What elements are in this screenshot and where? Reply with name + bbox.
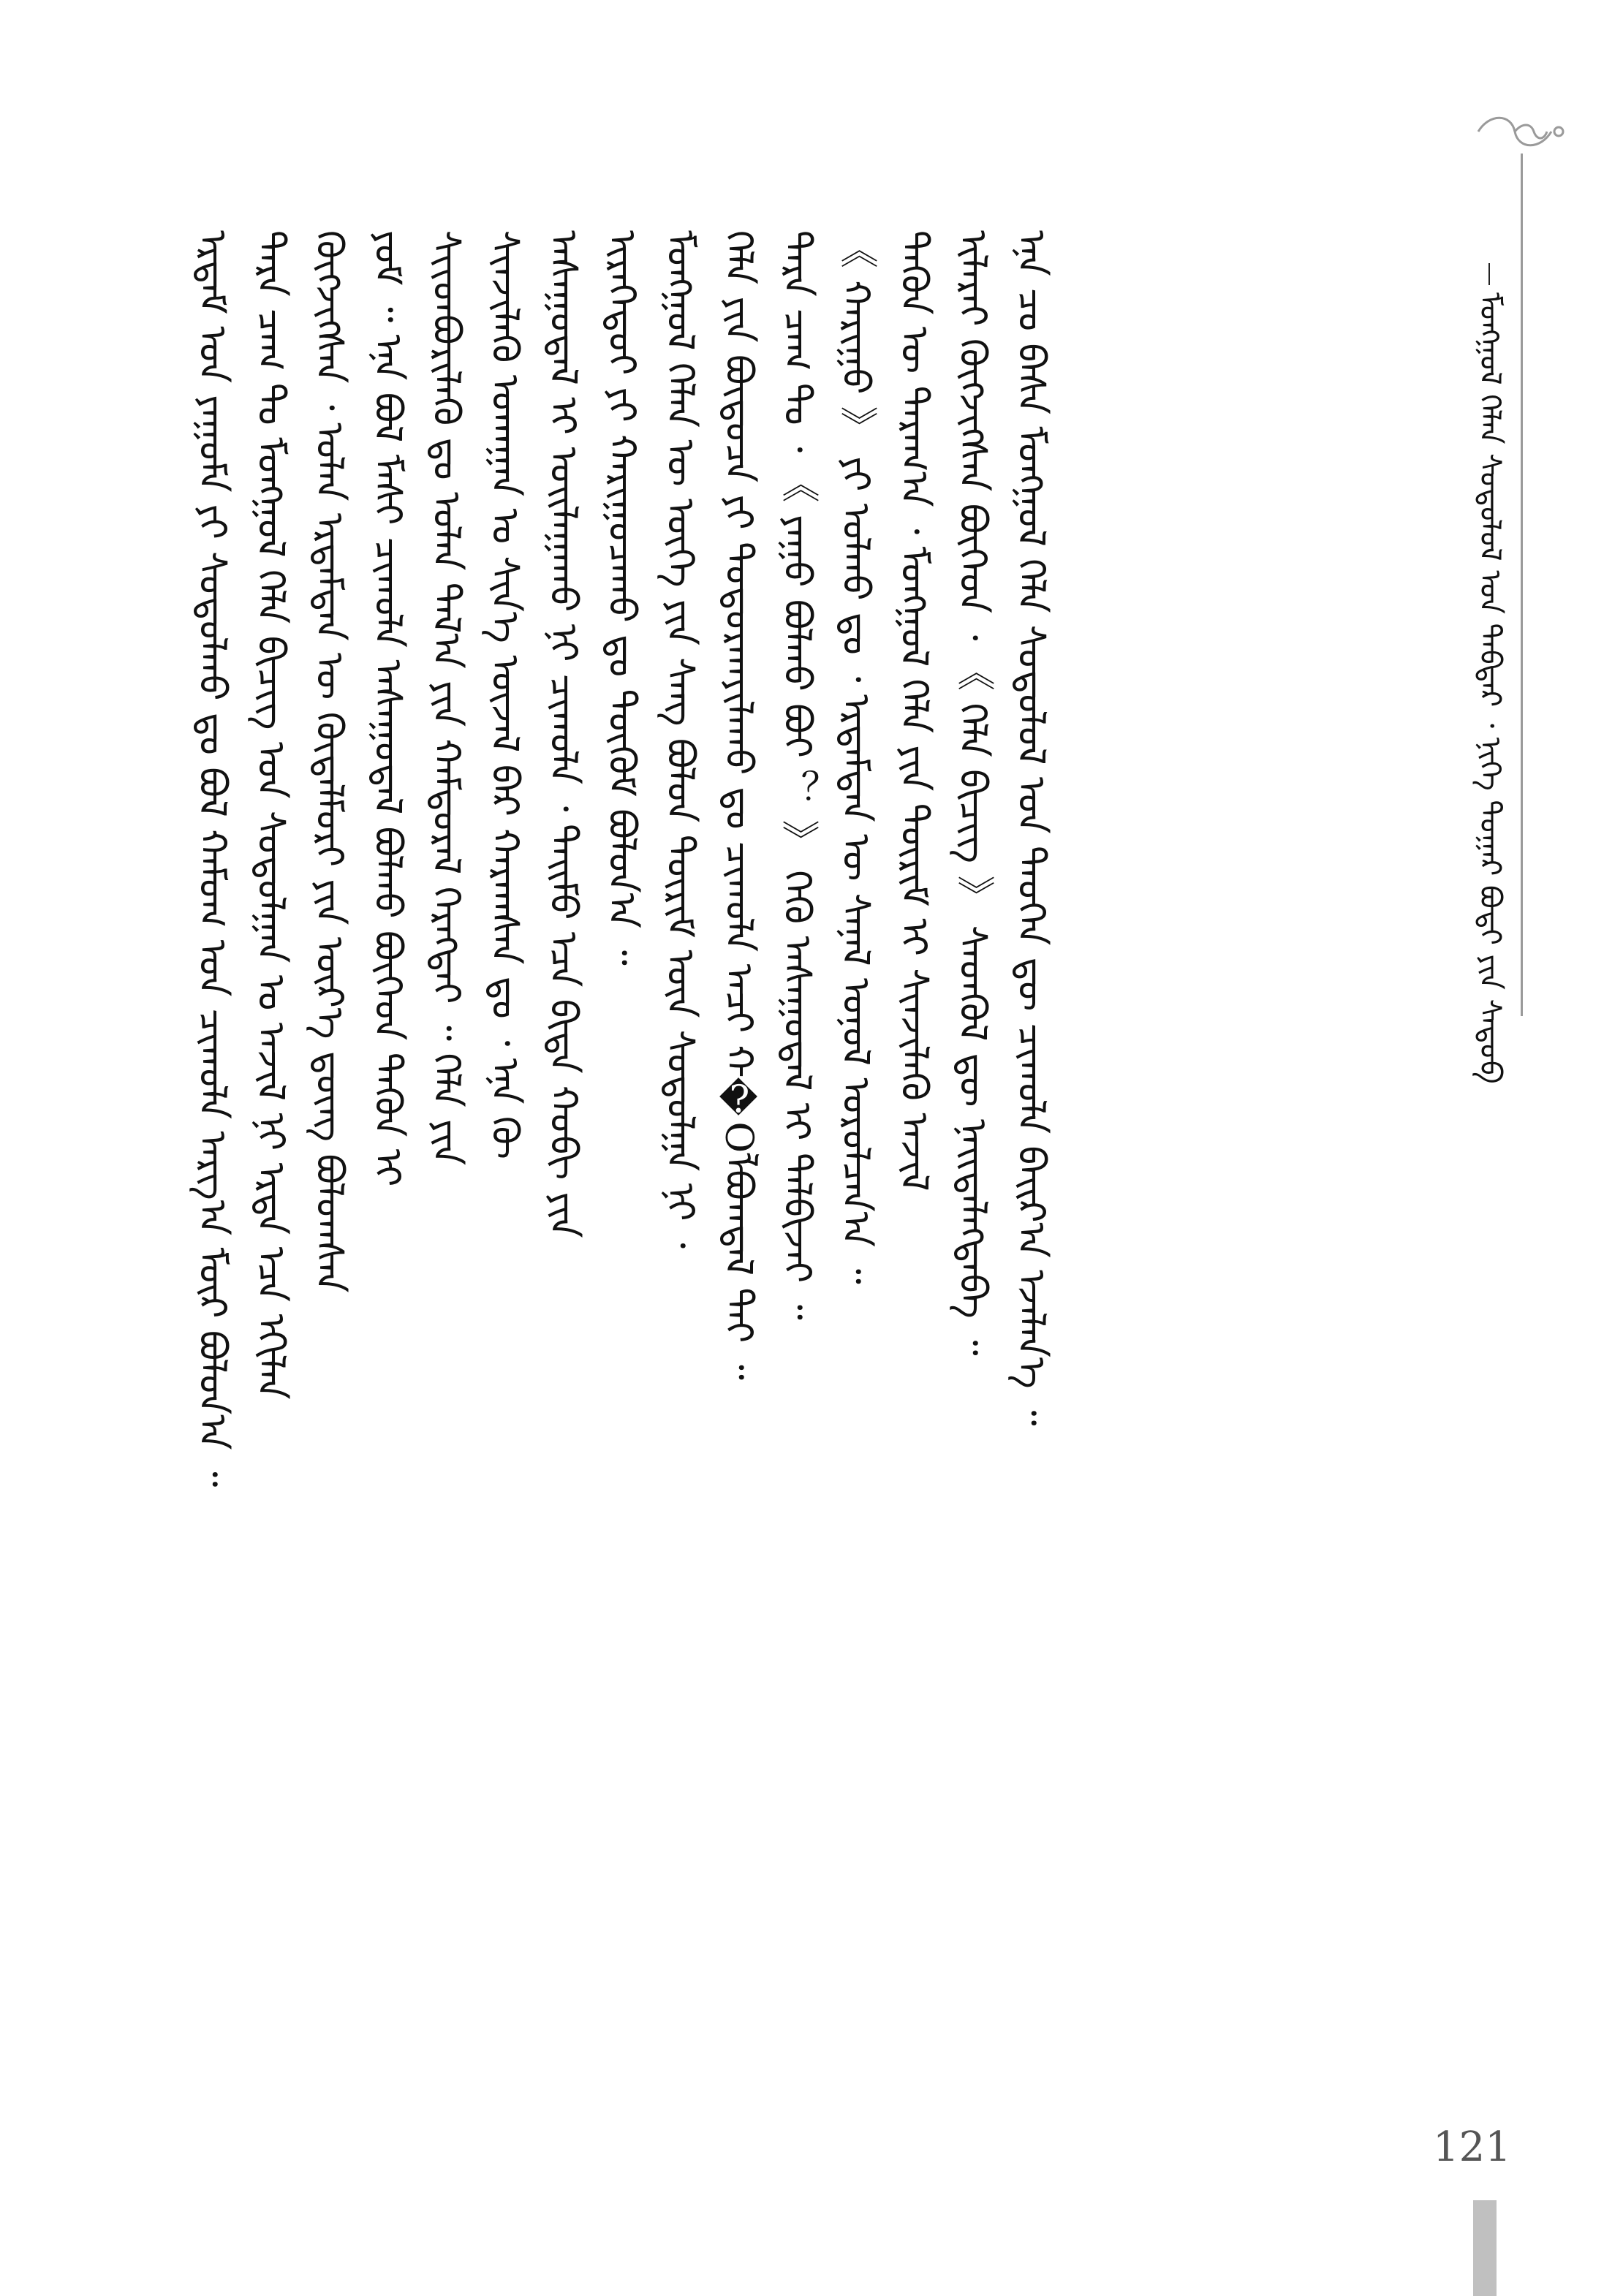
text-column: ᠮᠣᠩᠭᠣᠯ ᠬᠡᠯᠡᠨ ᠦ ᠦᠭᠡ ᠶᠢᠨ ᠰᠠᠩ ᠪᠣᠯᠤᠨ ᠳᠦᠷᠢᠮ ᠦᠨ ᠰᠤᠳᠤᠯᠭᠠ ᠨᠢ ᠂ xyxy=(658,230,702,1249)
body-text xyxy=(183,230,1111,2080)
text-column: 《 ᠬᠠᠷᠢᠭᠤ 》 ᠶᠢ ᠣᠯᠬᠤ ᠳᠤ ᠂ ᠡᠷᠳᠡᠮᠲᠡᠨ ᠦ ᠰᠠᠨᠠᠯ ᠣᠨᠣᠯ ᠣᠷᠣᠯᠴᠠᠨ᠎ᠠ ᠃ xyxy=(833,230,877,1284)
header-rule xyxy=(1521,154,1523,1016)
text-column: ᠶᠤᠮ ᠃ ᠡᠨᠡ ᠪᠤᠯ ᠮᠠᠰᠢ ᠴᠢᠬᠤᠯᠠ ᠠᠰᠠᠭᠤᠳᠠᠯ ᠪᠣᠯᠬᠤ ᠪᠥᠭᠡᠳ ᠲᠡᠭᠦᠨ ᠢ xyxy=(366,230,409,1187)
text-column: ᠰᠢᠨᠵᠢᠯᠡᠬᠦ ᠤᠬᠠᠭᠠᠨ ᠤ ᠰᠢᠨ᠎ᠡ ᠦᠵᠡᠯ ᠪᠠᠷ ᠬᠠᠷᠠᠭᠰᠠᠨ ᠳᠤ ᠂ ᠡᠨᠡ ᠬᠦ xyxy=(483,230,526,1159)
text-column: ᠲᠡᠷᠡ ᠴᠠᠭ ᠲᠤ ᠂ 《 ᠶᠠᠭᠤ ᠪᠣᠯᠬᠤ ᠪᠤᠢ ？ 》 ᠭᠡᠬᠦ ᠠᠰᠠᠭᠤᠳᠠᠯ ᠢ ᠲᠠᠯᠪᠢᠵᠠᠢ ᠃ xyxy=(775,230,819,1320)
header-title: ᠮᠣᠩᠭᠣᠯ ᠬᠡᠯᠡᠨ ᠰᠤᠳᠤᠯᠤᠯ ᠤᠨ ᠳᠡᠪᠲᠡᠷ ᠂ ᠨᠢᠭᠡ ᠳᠤᠭᠠᠷ ᠪᠣᠳᠢ ᠶᠢᠨ ᠰᠡᠳᠦᠪ xyxy=(1473,292,1507,1084)
text-column: ᠰᠢᠢᠳᠪᠦᠷᠢᠯᠡᠬᠦ ᠳᠤ ᠣᠯᠠᠨ ᠲᠠᠯ᠎ᠠ ᠶᠢᠨ ᠬᠠᠮᠲᠤᠷᠠᠯ ᠬᠡᠷᠡᠭᠲᠡᠢ ᠃ ᠬᠡᠯᠡ ᠶᠢᠨ xyxy=(424,230,468,1166)
header-dash xyxy=(1488,263,1490,285)
text-column: ᠡᠨᠡ ᠴᠤ ᠪᠠᠰᠠ ᠮᠣᠩᠭᠣᠯ ᠬᠡᠯᠡ ᠰᠤᠳᠤᠯᠤᠯ ᠤᠨ ᠲᠡᠦᠬᠡᠨ ᠳᠦ ᠴᠢᠬᠤᠯᠠ ᠪᠠᠢᠷ᠎ᠠ ᠡᠵᠡᠯᠡᠨ᠎ᠡ ᠃ xyxy=(1009,230,1053,1426)
text-column: ᠠᠰᠠᠭᠤᠳᠠᠯ ᠢ ᠣᠢᠯᠠᠭᠠᠬᠤ ᠨᠢ ᠴᠢᠬᠤᠯᠠ ᠂ ᠲᠡᠢᠮᠦ ᠡᠴᠡ ᠪᠢᠳᠡ ᠬᠤᠪᠢ ᠶᠢᠨ xyxy=(541,230,585,1238)
edge-tab xyxy=(1473,2200,1497,2296)
text-column: ᠡᠷᠳᠡᠮ ᠤᠨ ᠶᠠᠭᠤᠮᠠ ᠶᠢ ᠰᠤᠳᠤᠯᠬᠤ ᠳᠤ ᠪᠣᠯ ᠬᠠᠮᠤᠭ ᠤᠨ ᠴᠢᠬᠤᠯᠠ ᠠᠷᠭ᠎ᠠ ᠮᠥᠷ ᠪᠣᠯᠤᠨ᠎ᠠ ᠃ xyxy=(190,230,234,1488)
ornament-icon xyxy=(1471,110,1573,154)
text-column: ᠲᠡᠭᠦᠨ ᠦ ᠳᠠᠷᠠᠭ᠎ᠠ ᠂ ᠮᠣᠩᠭᠣᠯ ᠬᠡᠯᠡ ᠶᠢᠨ ᠳᠦᠷᠢᠮ ᠢ ᠰᠢᠨᠵᠢᠯᠡᠬᠦ ᠠᠵᠢᠯ xyxy=(892,230,936,1191)
text-column: ᠢᠯᠡᠷᠡᠢ ᠬᠥᠭᠵᠢᠭᠰᠡᠨ ᠪᠥᠭᠡᠳ ᠂ 《 ᠬᠡᠯᠡ ᠪᠢᠴᠢᠭ 》 ᠰᠡᠳᠭᠦᠯ ᠳᠦ ᠨᠡᠢᠲᠡᠯᠡᠭᠳᠡᠪᠡ ᠃ xyxy=(950,230,994,1356)
text-column: ᠬᠥᠭᠵᠢᠭᠰᠡᠨ ᠂ ᠣᠯᠠᠨ ᠡᠷᠳᠡᠮᠲᠡᠨ ᠦ ᠬᠥᠳᠡᠯᠮᠦᠷᠢ ᠶᠢᠨ ᠦᠷ᠎ᠡ ᠳ᠋ᠦᠩ ᠪᠣᠯᠤᠭᠰᠠᠨ xyxy=(307,230,351,1293)
page-number: 121 xyxy=(1433,2123,1511,2171)
text-column: ᠢᠷᠡᠭᠡᠳᠦᠢ ᠶᠢ ᠬᠠᠷᠢᠭᠤᠴᠠᠬᠤ ᠳᠤ ᠳᠥᠬᠥᠮ ᠪᠣᠯᠤᠨ᠎ᠠ ᠃ xyxy=(599,230,643,966)
text-column: ᠬᠡᠯᠡ ᠶᠢᠨ ᠪᠦᠲᠦᠴᠡ ᠶᠢ ᠲᠣᠳᠣᠷᠬᠠᠶᠢᠯᠠᠬᠤ ᠳᠤ ᠴᠢᠬᠤᠯᠠ ᠠᠴᠢ ᠬ�Оᠯᠪᠣᠭᠳᠠᠯ ᠲᠠᠢ ᠃ xyxy=(716,230,760,1380)
text-column: ᠲᠡᠷᠡ ᠴᠠᠭ ᠲᠤ ᠮᠣᠩᠭᠣᠯ ᠬᠡᠯᠡ ᠪᠢᠴᠢᠭ ᠤᠨ ᠰᠤᠳᠤᠯᠭᠠᠨ ᠤ ᠠᠵᠢᠯ ᠨᠢ ᠡᠷᠲᠡ ᠡᠴᠡ ᠡᠬᠢᠯᠡᠨ xyxy=(249,230,292,1400)
